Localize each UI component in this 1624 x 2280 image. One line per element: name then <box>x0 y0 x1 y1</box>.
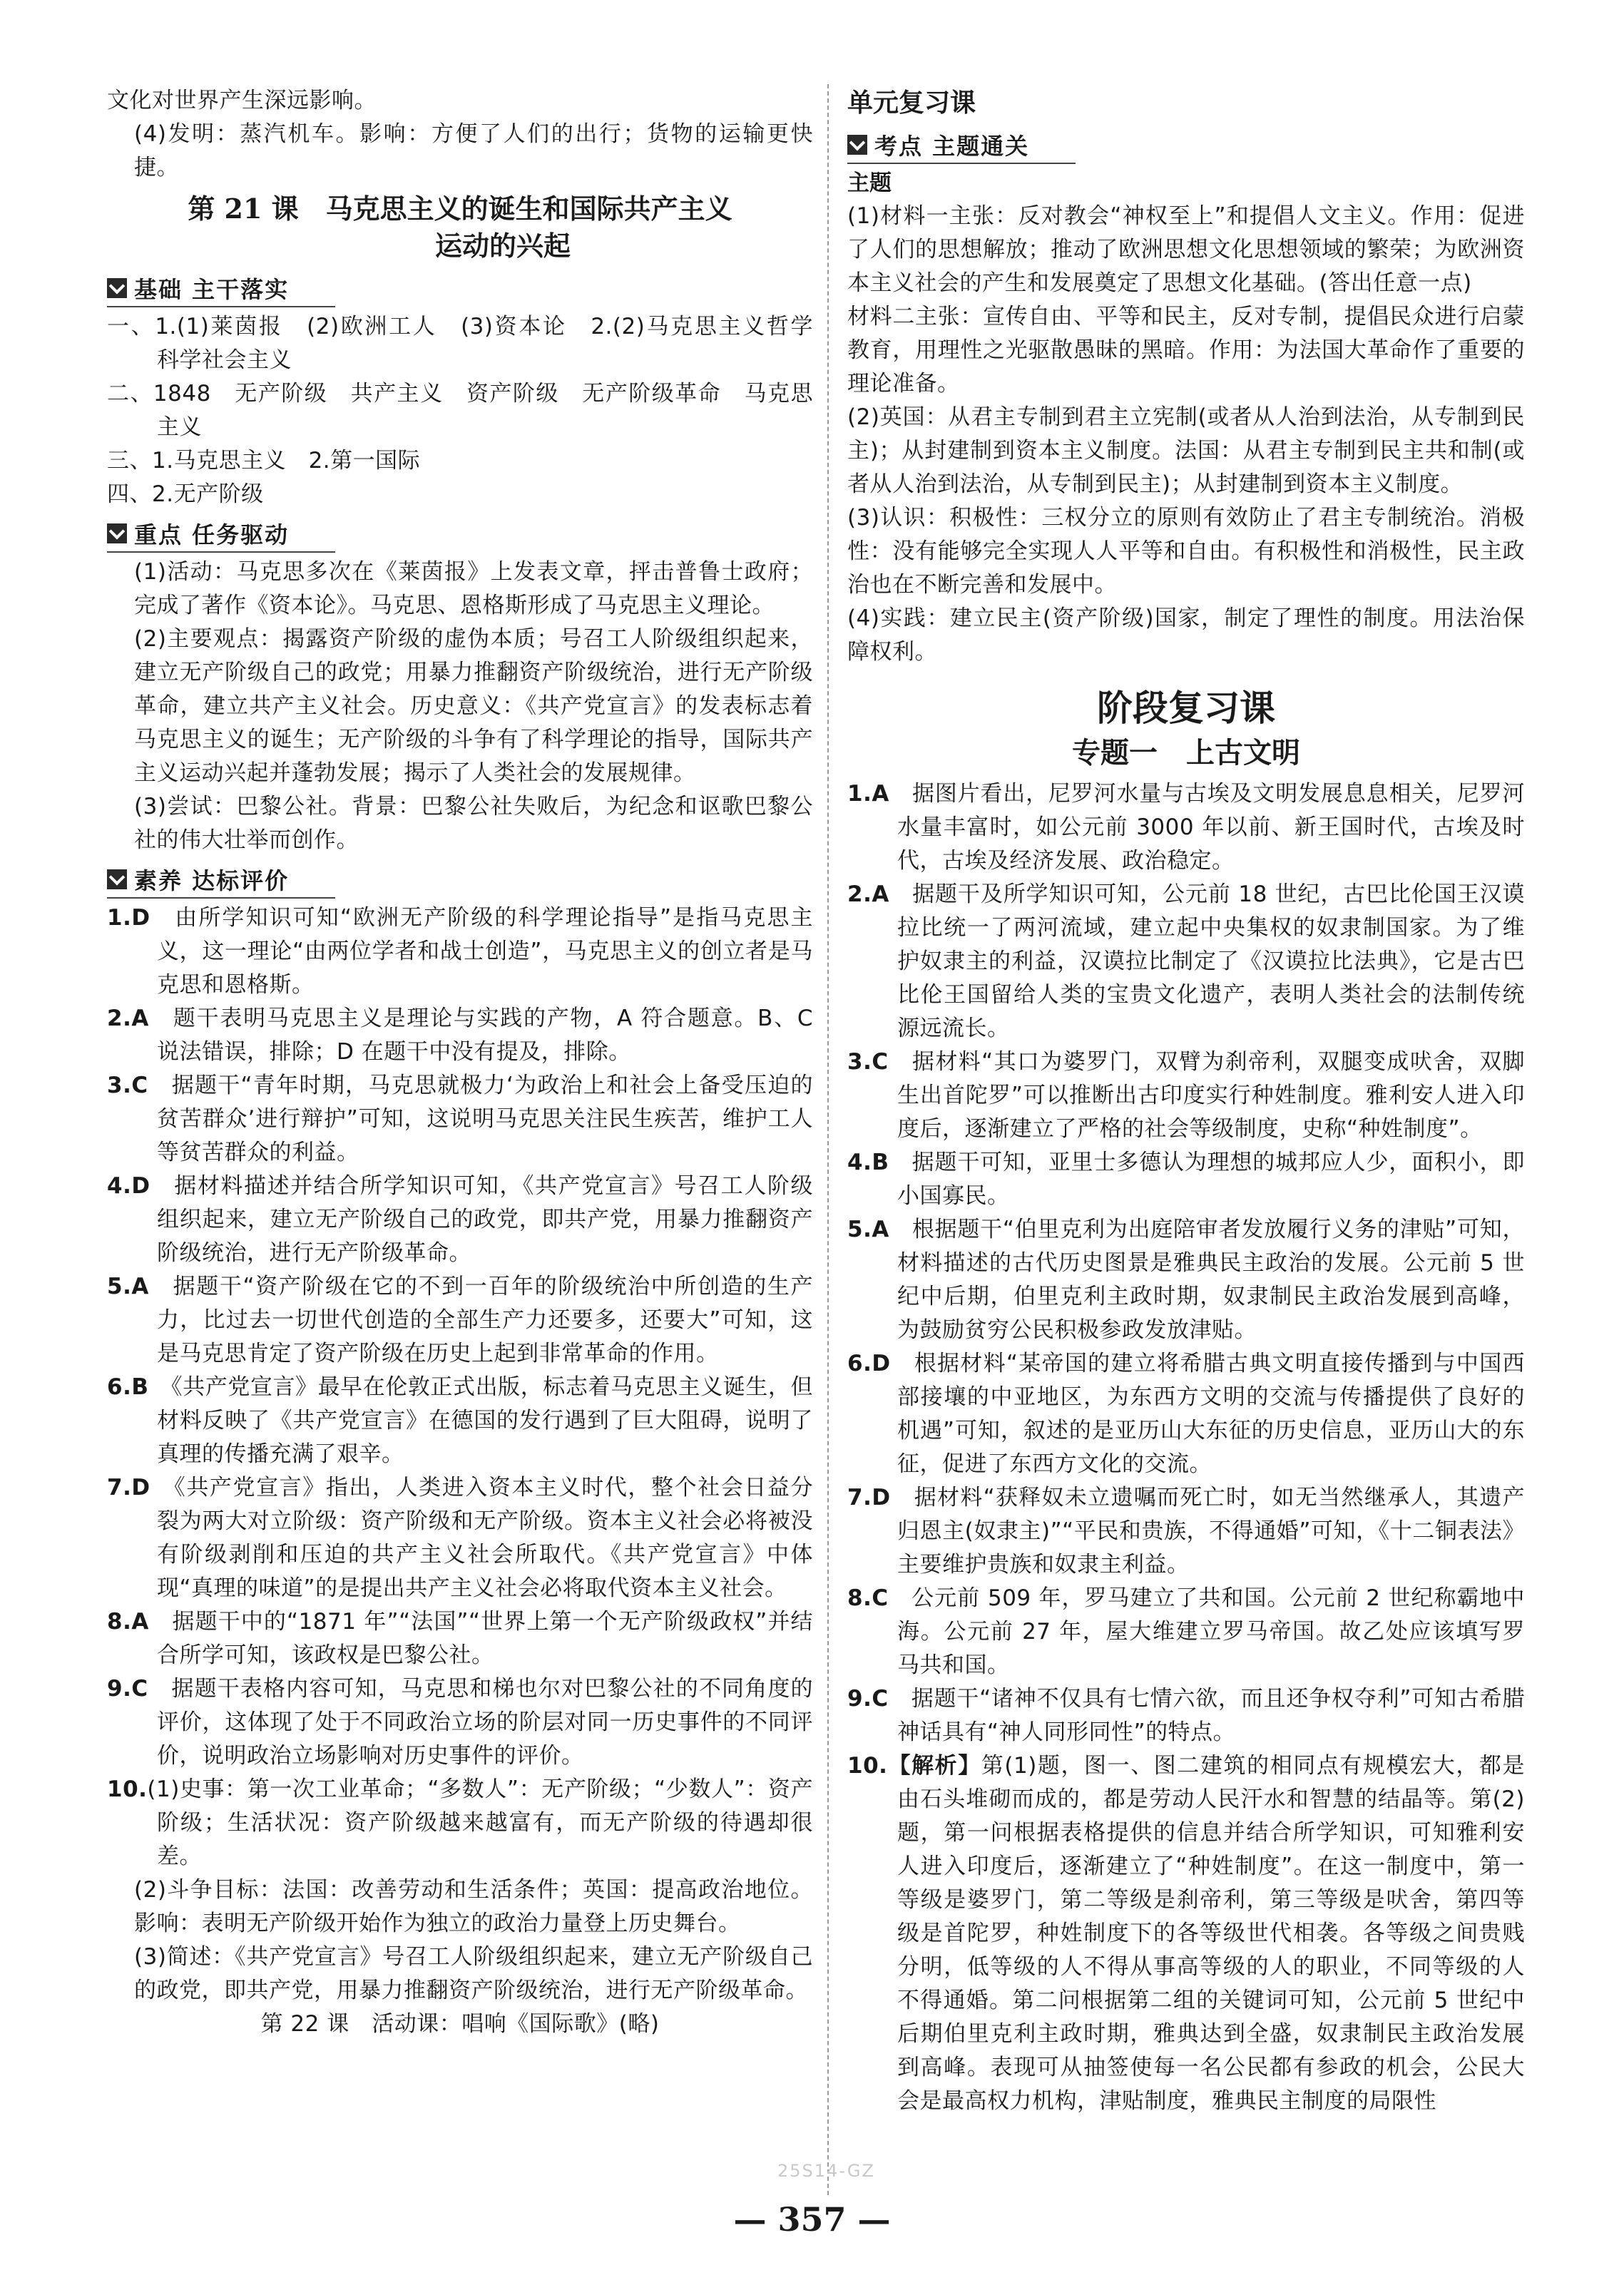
stage-answer-2: 2.A 据题干及所学知识可知，公元前 18 世纪，古巴比伦国王汉谟拉比统一了两河流域，建立起中央集权的奴隶制国家。为了维护奴隶主的利益，汉谟拉比制定了《汉谟拉比法典》，它是古巴比伦王国留给人类的宝贵文化遗产，表明人类社会的法制传统源远流长。 <box>847 881 1526 1041</box>
stage-answer-1: 1.A 据图片看出，尼罗河水量与古埃及文明发展息息相关，尼罗河水量丰富时，如公元前 3000 年以前、新王国时代，古埃及时代，古埃及经济发展、政治稳定。 <box>847 781 1525 874</box>
stage-answer-4: 4.B 据题干可知，亚里士多德认为理想的城邦应人少，面积小，即小国寡民。 <box>847 1150 1526 1209</box>
topic-item-5: (4)实践：建立民主(资产阶级)国家，制定了理性的制度。用法治保障权利。 <box>847 605 1525 665</box>
eval-answer-6: 6.B 《共产党宣言》最早在伦敦正式出版，标志着马克思主义诞生，但材料反映了《共产党宣言》在德国的发行遇到了巨大阻碍，说明了真理的传播充满了艰辛。 <box>107 1374 814 1467</box>
eval-answer-10: 10.(1)史事：第一次工业革命；“多数人”：无产阶级；“少数人”：资产阶级；生活状况：资产阶级越来越富有，而无产阶级的待遇却很差。 <box>107 1777 813 1869</box>
task-item-3: (3)尝试：巴黎公社。背景：巴黎公社失败后，为纪念和讴歌巴黎公社的伟大壮举而创作。 <box>134 794 813 853</box>
stage-answer-8: 8.C 公元前 509 年，罗马建立了共和国。公元前 2 世纪称霸地中海。公元前 27 年，屋大维建立罗马帝国。故乙处应该填写罗马共和国。 <box>847 1585 1526 1678</box>
basics-item-1: 一、1.(1)莱茵报 (2)欧洲工人 (3)资本论 2.(2)马克思主义哲学 科学社会主义 <box>107 314 836 373</box>
unit-review-title: 单元复习课 <box>847 88 976 118</box>
eval-answer-4: 4.D 据材料描述并结合所学知识可知，《共产党宣言》号召工人阶级组织起来，建立无产阶级自己的政党，即共产党，用暴力推翻资产阶级统治，进行无产阶级革命。 <box>107 1173 814 1266</box>
lesson-21-title <box>107 190 813 265</box>
eval-answer-1: 1.D 由所学知识可知“欧洲无产阶级的科学理论指导”是指马克思主义，这一理论“由两位学者和战士创造”，马克思主义的创立者是马克思和恩格斯。 <box>107 905 814 998</box>
topic-heading: 主题 <box>847 170 892 196</box>
intro-line-2: (4)发明：蒸汽机车。影响：方便了人们的出行；货物的运输更快捷。 <box>134 121 813 180</box>
left-column <box>107 84 836 2041</box>
stage-review-title: 阶段复习课 <box>1097 687 1275 729</box>
intro-line-1: 文化对世界产生深远影响。 <box>107 88 377 113</box>
lesson-22-line: 第 22 课 活动课：唱响《国际歌》(略) <box>260 2011 660 2037</box>
column-divider <box>827 84 829 2195</box>
eval-answer-9: 9.C 据题干表格内容可知，马克思和梯也尔对巴黎公社的不同角度的评价，这体现了处于不同政治立场的阶层对同一历史事件的不同评价，说明政治立场影响对历史事件的评价。 <box>107 1676 814 1769</box>
lesson-21-title-line2: 运动的兴起 <box>434 230 571 262</box>
section-header-topic <box>847 128 1076 164</box>
arrow-box-icon <box>107 523 127 543</box>
eval-answer-3: 3.C 据题干“青年时期，马克思就极力‘为政治上和社会上备受压迫的贫苦群众’进行辩护”可知，这说明马克思关注民生疾苦，维护工人等贫苦群众的利益。 <box>107 1073 814 1165</box>
basics-item-3: 三、1.马克思主义 2.第一国际 <box>107 448 421 474</box>
basics-item-4: 四、2.无产阶级 <box>107 481 264 507</box>
topic-item-1: (1)材料一主张：反对教会“神权至上”和提倡人文主义。作用：促进了人们的思想解放；推动了欧洲思想文化思想领域的繁荣；为欧洲资本主义社会的产生和发展奠定了思想文化基础。(答出任意一点) <box>847 203 1525 296</box>
arrow-box-icon <box>107 869 127 889</box>
stage-answer-5: 5.A 根据题干“伯里克利为出庭陪审者发放履行义务的津贴”可知，材料描述的古代历史图景是雅典民主政治的发展。公元前 5 世纪中后期，伯里克利主政时期，奴隶制民主政治发展到高峰，为鼓励贫穷公民积极参政发放津贴。 <box>847 1217 1526 1343</box>
topic-item-2: 材料二主张：宣传自由、平等和民主，反对专制，提倡民众进行启蒙教育，用理性之光驱散愚昧的黑暗。作用：为法国大革命作了重要的理论准备。 <box>847 304 1525 397</box>
print-code: 25S14-GZ <box>777 2161 875 2181</box>
section-label: 重点 任务驱动 <box>134 521 290 548</box>
stage-answer-9: 9.C 据题干“诸神不仅具有七情六欲，而且还争权夺利”可知古希腊神话具有“神人同形同性”的特点。 <box>847 1686 1525 1745</box>
section-label: 考点 主题通关 <box>874 133 1030 160</box>
eval-answer-2: 2.A 题干表明马克思主义是理论与实践的产物，A 符合题意。B、C 说法错误，排除；D 在题干中没有提及，排除。 <box>107 1006 813 1065</box>
eval-answer-10-part3: (3)简述：《共产党宣言》号召工人阶级组织起来，建立无产阶级自己的政党，即共产党，用暴力推翻资产阶级统治，进行无产阶级革命。 <box>134 1944 813 2003</box>
task-item-2: (2)主要观点：揭露资产阶级的虚伪本质；号召工人阶级组织起来，建立无产阶级自己的政党；用暴力推翻资产阶级统治，进行无产阶级革命，建立共产主义社会。历史意义：《共产党宣言》的发表标志着马克思主义的诞生；无产阶级的斗争有了科学理论的指导，国际共产主义运动兴起并蓬勃发展；揭示了人类社会的发展规律。 <box>134 626 813 786</box>
basics-item-2: 二、1848 无产阶级 共产主义 资产阶级 无产阶级革命 马克思主义 <box>107 381 813 440</box>
arrow-box-icon <box>107 278 127 298</box>
topic-item-4: (3)认识：积极性：三权分立的原则有效防止了君主专制统治。消极性：没有能够完全实现人人平等和自由。有积极性和消极性，民主政治也在不断完善和发展中。 <box>847 505 1525 598</box>
eval-answer-5: 5.A 据题干“资产阶级在它的不到一百年的阶级统治中所创造的生产力，比过去一切世代创造的全部生产力还要多，还要大”可知，这是马克思肯定了资产阶级在历史上起到非常革命的作用。 <box>107 1274 813 1366</box>
eval-answer-7: 7.D 《共产党宣言》指出，人类进入资本主义时代，整个社会日益分裂为两大对立阶级：资产阶级和无产阶级。资本主义社会必将被没有阶级剥削和压迫的共产主义社会所取代。《共产党宣言》中体现“真理的味道”的是提出共产主义社会必将取代资本主义社会。 <box>107 1475 814 1601</box>
stage-answer-10: 10.【解析】第(1)题，图一、图二建筑的相同点有规模宏大，都是由石头堆砌而成的，都是劳动人民汗水和智慧的结晶等。第(2)题，第一问根据表格提供的信息并结合所学知识，可知雅利安人进入印度后，逐渐建立了“种姓制度”。在这一制度中，第一等级是婆罗门，第二等级是刹帝利，第三等级是吠舍，第四等级是首陀罗，种姓制度下的各等级世代相袭。各等级之间贵贱分明，低等级的人不得从事高等级的人的职业，不同等级的人不得通婚。第二问根据第二组的关键词可知，公元前 5 世纪中后期伯里克利主政时期，雅典达到全盛，奴隶制民主政治发展到高峰。表现可从抽签使每一名公民都有参政的机会，公民大会是最高权力机构，津贴制度，雅典民主制度的局限性 <box>847 1753 1525 2114</box>
section-header-tasks <box>107 517 335 553</box>
task-item-1: (1)活动：马克思多次在《莱茵报》上发表文章，抨击普鲁士政府；完成了著作《资本论》。马克思、恩格斯形成了马克思主义理论。 <box>134 559 813 618</box>
arrow-box-icon <box>847 135 867 155</box>
stage-answer-7: 7.D 据材料“获释奴未立遗嘱而死亡时，如无当然继承人，其遗产归恩主(奴隶主)”“平民和贵族，不得通婚”可知，《十二铜表法》主要维护贵族和奴隶主利益。 <box>847 1485 1526 1578</box>
section-label: 基础 主干落实 <box>134 276 290 303</box>
section-label: 素养 达标评价 <box>134 867 290 894</box>
section-header-evaluation <box>107 863 335 899</box>
stage-answer-6: 6.D 根据材料“某帝国的建立将希腊古典文明直接传播到与中国西部接壤的中亚地区，为东西方文明的交流与传播提供了良好的机遇”可知，叙述的是亚历山大东征的历史信息，亚历山大的东征，促进了东西方文化的交流。 <box>847 1351 1526 1477</box>
page-number: — 357 — <box>733 2200 891 2239</box>
eval-answer-8: 8.A 据题干中的“1871 年”“法国”“世界上第一个无产阶级政权”并结合所学可知，该政权是巴黎公社。 <box>107 1609 814 1668</box>
eval-answer-10-part2: (2)斗争目标：法国：改善劳动和生活条件；英国：提高政治地位。影响：表明无产阶级开始作为独立的政治力量登上历史舞台。 <box>134 1877 813 1936</box>
stage-answer-3: 3.C 据材料“其口为婆罗门，双臂为刹帝利，双腿变成吠舍，双脚生出首陀罗”可以推断出古印度实行种姓制度。雅利安人进入印度后，逐渐建立了严格的社会等级制度，史称“种姓制度”。 <box>847 1049 1525 1142</box>
topic-item-3: (2)英国：从君主专制到君主立宪制(或者从人治到法治，从专制到民主)；从封建制到资本主义制度。法国：从君主专制到民主共和制(或者从人治到法治，从专制到民主)；从封建制到资本主义制度。 <box>847 404 1525 497</box>
topic-1-title: 专题一 上古文明 <box>1072 736 1300 770</box>
lesson-21-title-line1: 第 21 课 马克思主义的诞生和国际共产主义 <box>188 193 732 225</box>
right-column <box>847 84 1525 2118</box>
section-header-basics <box>107 272 335 307</box>
